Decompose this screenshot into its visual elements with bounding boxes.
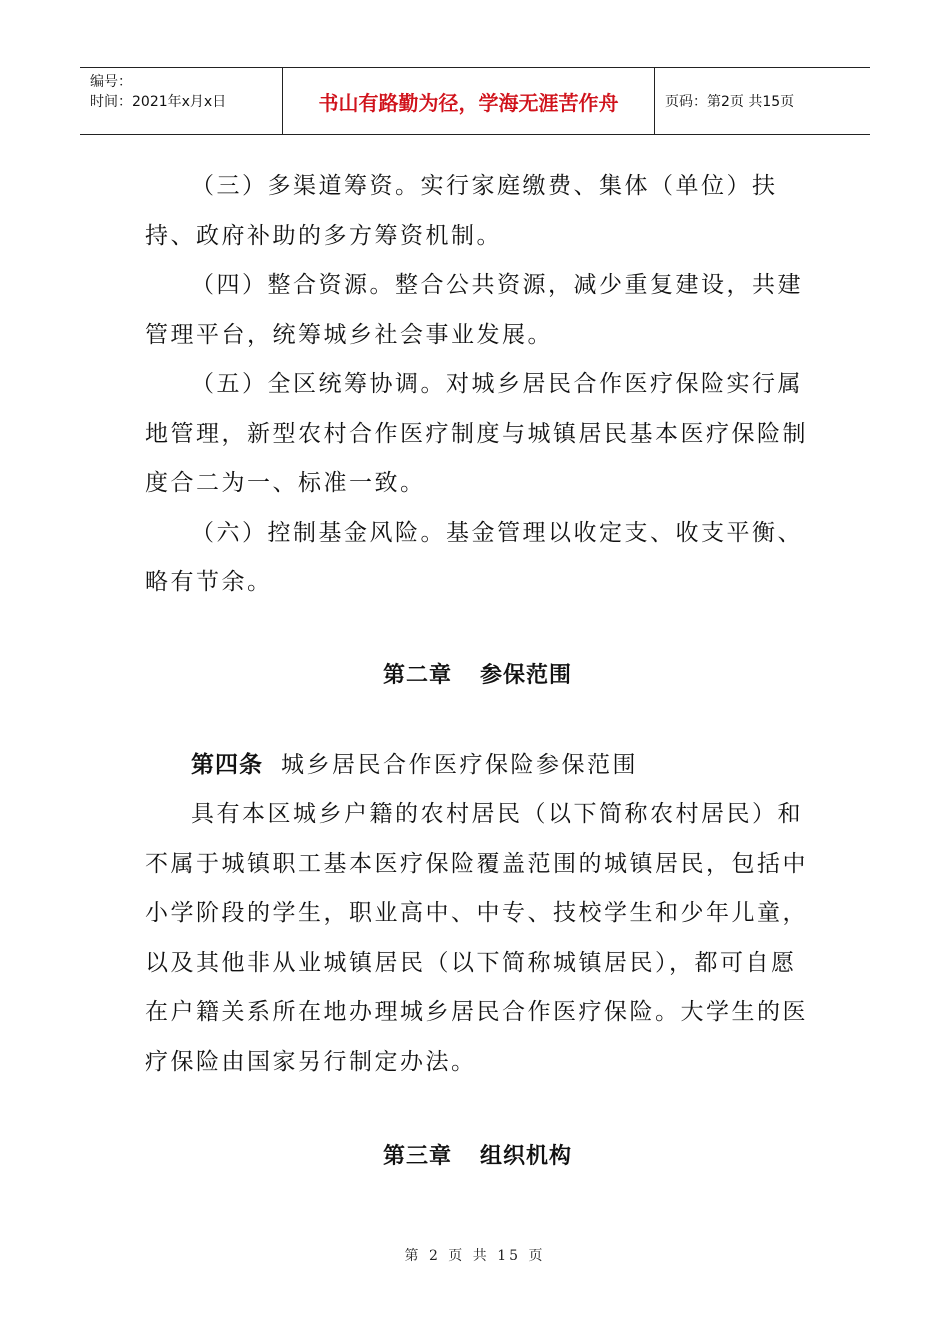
paragraph-6: （六）控制基金风险。基金管理以收定支、收支平衡、略有节余。 [145,519,803,595]
serial-label: 编号： [90,74,132,90]
article-4-title: 城乡居民合作医疗保险参保范围 [281,751,638,778]
paragraph-3: （三）多渠道筹资。实行家庭缴费、集体（单位）扶持、政府补助的多方筹资机制。 [145,173,778,249]
header-meta [80,68,282,134]
chapter-2-title: 参保范围 [480,662,573,688]
article-4-body: 具有本区城乡户籍的农村居民（以下简称农村居民）和不属于城镇职工基本医疗保险覆盖范围的城镇居民，包括中小学阶段的学生，职业高中、中专、技校学生和少年儿童，以及其他非从业城镇居民（以下简称城镇居民），都可自愿在户籍关系所在地办理城乡居民合作医疗保险。大学生的医疗保险由国家另行制定办法。 [145,801,808,1075]
document-body [145,162,810,1170]
header-page-info: 页码：第2页 共15页 [665,94,795,110]
paragraph-4: （四）整合资源。整合公共资源，减少重复建设，共建管理平台，统筹城乡社会事业发展。 [145,272,803,348]
chapter-2-number: 第二章 [382,662,452,688]
page-header [80,67,870,135]
chapter-2-heading [145,658,810,689]
article-4-heading [145,741,810,791]
header-motto: 书山有路勤为径，学海无涯苦作舟 [282,68,655,134]
chapter-3-number: 第三章 [382,1144,452,1169]
page-footer: 第 2 页 共 15 页 [404,1248,546,1264]
time-label: 时间：2021年x月x日 [90,94,227,110]
chapter-3-heading [145,1139,810,1170]
chapter-3-title: 组织机构 [480,1144,573,1169]
paragraph-5: （五）全区统筹协调。对城乡居民合作医疗保险实行属地管理，新型农村合作医疗制度与城镇居民基本医疗保险制度合二为一、标准一致。 [145,371,808,496]
article-4-label: 第四条 [191,751,263,778]
